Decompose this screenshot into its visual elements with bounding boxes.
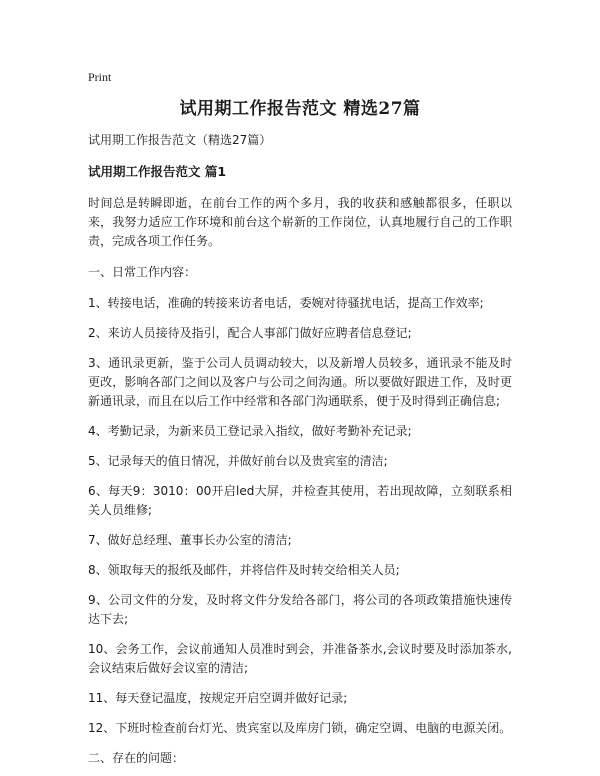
document-subtitle: 试用期工作报告范文（精选27篇）	[88, 133, 272, 147]
paragraph-item-12: 12、下班时检查前台灯光、贵宾室以及库房门锁，确定空调、电脑的电源关闭。	[88, 721, 512, 735]
paragraph-item-5: 5、记录每天的值日情况，并做好前台以及贵宾室的清洁;	[88, 454, 388, 468]
paragraph-item-2: 2、来访人员接待及指引，配合人事部门做好应聘者信息登记;	[88, 326, 412, 340]
document-title: 试用期工作报告范文 精选27篇	[179, 99, 421, 119]
paragraph-intro: 时间总是转瞬即逝，在前台工作的两个多月，我的收获和感触都很多，任职以来，我努力适应工作环境和前台这个崭新的工作岗位，认真地履行自己的工作职责，完成各项工作任务。	[88, 196, 512, 248]
paragraph-item-9: 9、公司文件的分发，及时将文件分发给各部门，将公司的各项政策措施快速传达下去;	[88, 593, 512, 626]
paragraph-item-3: 3、通讯录更新，鉴于公司人员调动较大，以及新增人员较多，通讯录不能及时更改，影响各部门之间以及客户与公司之间沟通。所以要做好跟进工作，及时更新通讯录，而且在以后工作中经常和各部门沟通联系，便于及时得到正确信息;	[88, 356, 512, 408]
section-heading: 试用期工作报告范文 篇1	[88, 164, 227, 179]
paragraph-heading-issues: 二、存在的问题：	[88, 751, 185, 765]
paragraph-item-4: 4、考勤记录，为新来员工登记录入指纹，做好考勤补充记录;	[88, 424, 412, 438]
document-body	[88, 194, 512, 768]
paragraph-item-11: 11、每天登记温度，按规定开启空调并做好记录;	[88, 691, 348, 705]
paragraph-item-1: 1、转接电话，准确的转接来访者电话，委婉对待骚扰电话，提高工作效率;	[88, 296, 484, 310]
paragraph-item-6: 6、每天9：3010：00开启led大屏，并检查其使用，若出现故障，立刻联系相关人员维修;	[88, 484, 512, 517]
paragraph-item-8: 8、领取每天的报纸及邮件，并将信件及时转交给相关人员;	[88, 563, 400, 577]
print-label: Print	[88, 70, 112, 84]
paragraph-heading-daily-work: 一、日常工作内容：	[88, 265, 197, 279]
paragraph-item-7: 7、做好总经理、董事长办公室的清洁;	[88, 533, 292, 547]
paragraph-item-10: 10、会务工作，会议前通知人员准时到会，并准备茶水,会议时要及时添加茶水,会议结束后做好会议室的清洁;	[88, 642, 512, 675]
